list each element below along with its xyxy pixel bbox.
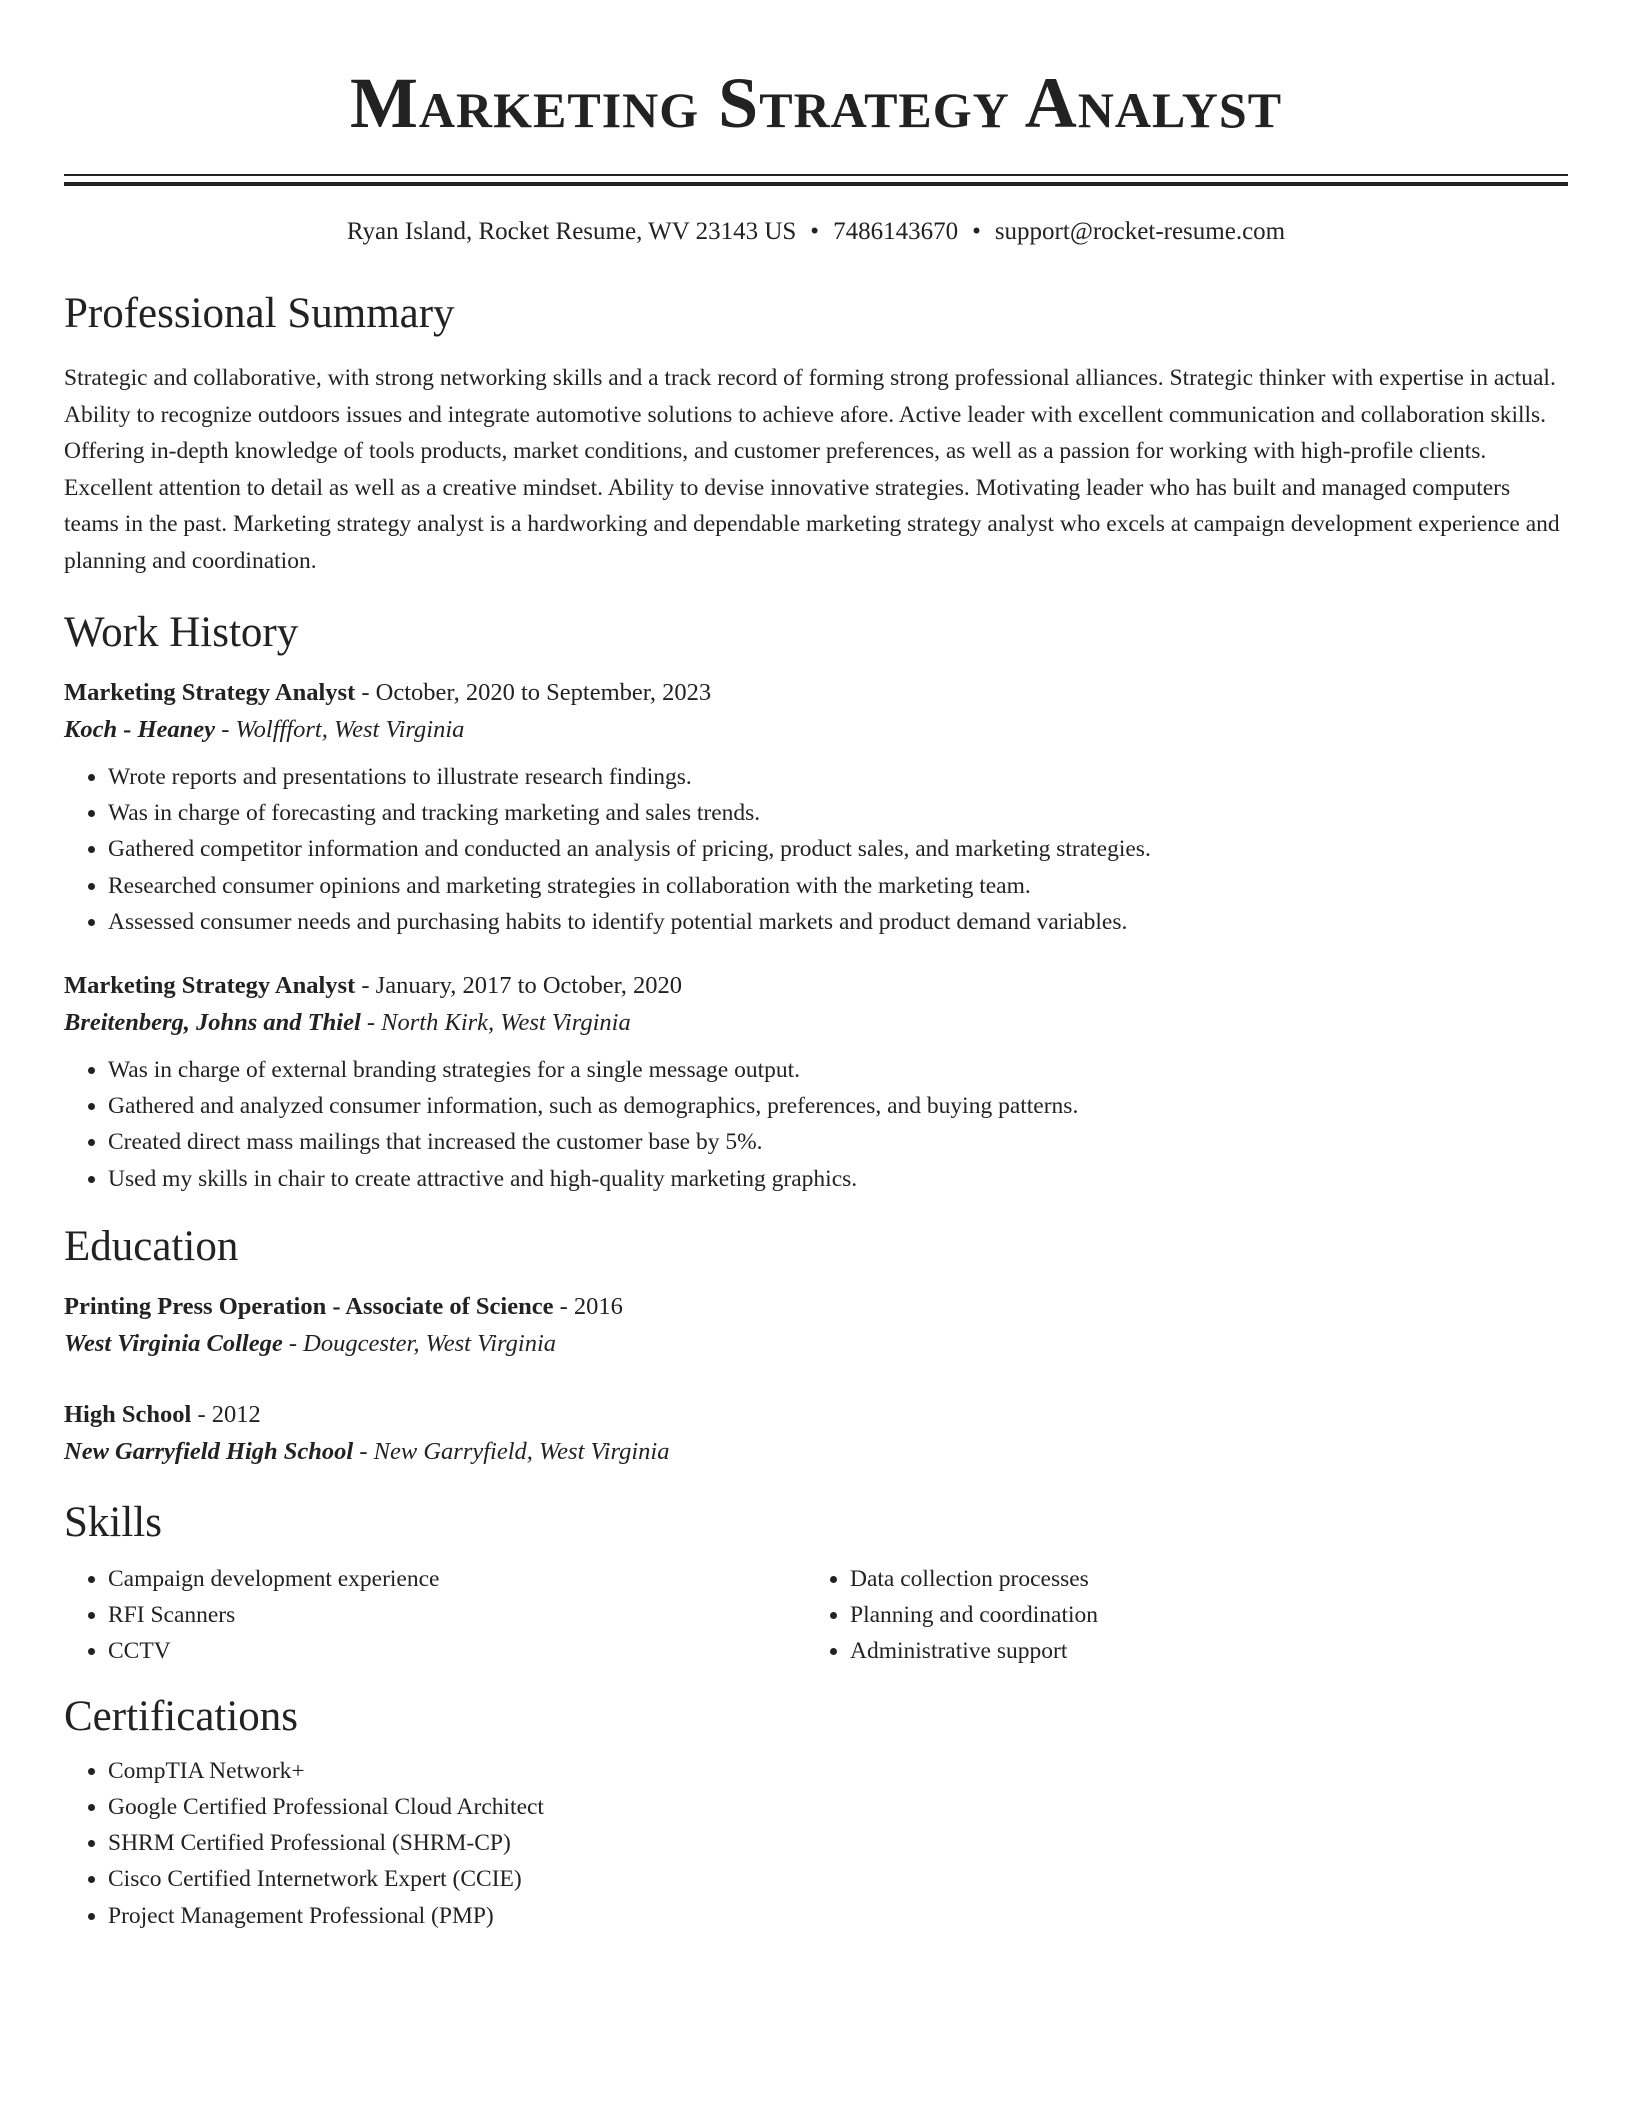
job-location: - Wolfffort, West Virginia	[215, 716, 465, 743]
contact-line	[64, 216, 1568, 248]
education-heading	[64, 1289, 1568, 1325]
list-item: • Was in charge of external branding strategies for a single message output.	[108, 1052, 1568, 1088]
skills-list-right	[806, 1561, 1548, 1669]
job-location: - North Kirk, West Virginia	[360, 1009, 631, 1037]
job-bullets	[64, 1052, 1568, 1197]
education-year: - 2016	[553, 1292, 623, 1320]
resume-title: Marketing Strategy Analyst	[349, 63, 1283, 143]
list-item: • Project Management Professional (PMP)	[108, 1898, 1568, 1934]
list-item: • Administrative support	[850, 1633, 1548, 1669]
section-title-work-history: Work History	[64, 609, 299, 656]
education-school: West Virginia College	[64, 1329, 283, 1357]
section-title-skills: Skills	[64, 1498, 162, 1546]
contact-address: Ryan Island, Rocket Resume, WV 23143 US	[346, 218, 797, 245]
job-entry	[64, 675, 1568, 940]
education-location: - New Garryfield, West Virginia	[353, 1437, 670, 1465]
education-degree: Printing Press Operation - Associate of Science	[64, 1292, 554, 1320]
contact-separator: •	[972, 218, 981, 245]
title-divider	[64, 174, 1568, 186]
education-degree: High School	[64, 1400, 192, 1428]
skills-columns	[64, 1561, 1568, 1669]
education-school-line	[64, 1325, 1568, 1363]
education-entry	[64, 1289, 1568, 1363]
section-title-certifications: Certifications	[64, 1692, 299, 1740]
job-company-line	[64, 711, 1568, 749]
job-dates: - January, 2017 to October, 2020	[355, 972, 682, 1000]
list-item: • Cisco Certified Internetwork Expert (CCIE)	[108, 1861, 1568, 1897]
list-item: • Wrote reports and presentations to illustrate research findings.	[108, 759, 1568, 795]
list-item: • Google Certified Professional Cloud Architect	[108, 1789, 1568, 1825]
list-item: • Data collection processes	[850, 1561, 1548, 1597]
contact-phone: 7486143670	[833, 218, 959, 245]
list-item: • SHRM Certified Professional (SHRM-CP)	[108, 1825, 1568, 1861]
job-dates: - October, 2020 to September, 2023	[355, 679, 712, 706]
summary-text: Strategic and collaborative, with strong networking skills and a track record of forming strong professional alliances. Strategic thinker with expertise in actual. Ability to recognize outdoors issues and integrate automotive solutions to achieve afore. Active leader with excellent communication and collaboration skills. Offering in-depth knowledge of tools products, market conditions, and customer preferences, as well as a passion for working with high-profile clients. Excellent attention to detail as well as a creative mindset. Ability to devise innovative strategies. Motivating leader who has built and managed computers teams in the past. Marketing strategy analyst is a hardworking and dependable marketing strategy analyst who excels at campaign development experience and planning and coordination.	[64, 365, 1560, 574]
job-company-line	[64, 1004, 1568, 1042]
skills-list-left	[64, 1561, 806, 1669]
job-entry	[64, 968, 1568, 1197]
list-item: • Gathered competitor information and conducted an analysis of pricing, product sales, and marketing strategies.	[108, 831, 1568, 867]
list-item: • RFI Scanners	[108, 1597, 806, 1633]
education-heading	[64, 1397, 1568, 1433]
education-entry	[64, 1397, 1568, 1471]
section-title-education: Education	[64, 1222, 239, 1270]
list-item: • Created direct mass mailings that increased the customer base by 5%.	[108, 1124, 1568, 1160]
certifications-list	[64, 1753, 1568, 1934]
education-location: - Dougcester, West Virginia	[282, 1329, 557, 1357]
list-item: • CompTIA Network+	[108, 1753, 1568, 1789]
list-item: • Researched consumer opinions and marketing strategies in collaboration with the marketing team.	[108, 868, 1568, 904]
job-company: Koch - Heaney	[64, 716, 216, 743]
job-role: Marketing Strategy Analyst	[64, 972, 356, 1000]
section-title-summary: Professional Summary	[64, 290, 455, 337]
job-heading	[64, 675, 1568, 711]
list-item: • Planning and coordination	[850, 1597, 1548, 1633]
list-item: • Was in charge of forecasting and tracking marketing and sales trends.	[108, 795, 1568, 831]
contact-email[interactable]: support@rocket-resume.com	[994, 218, 1286, 245]
list-item: • Gathered and analyzed consumer information, such as demographics, preferences, and buying patterns.	[108, 1088, 1568, 1124]
education-school: New Garryfield High School	[64, 1437, 354, 1465]
job-role: Marketing Strategy Analyst	[64, 679, 356, 706]
education-school-line	[64, 1433, 1568, 1471]
list-item: • Assessed consumer needs and purchasing habits to identify potential markets and product demand variables.	[108, 904, 1568, 940]
job-bullets	[64, 759, 1568, 940]
job-heading	[64, 968, 1568, 1004]
list-item: • CCTV	[108, 1633, 806, 1669]
list-item: • Campaign development experience	[108, 1561, 806, 1597]
education-year: - 2012	[191, 1400, 261, 1428]
contact-separator: •	[810, 218, 820, 245]
list-item: • Used my skills in chair to create attractive and high-quality marketing graphics.	[108, 1161, 1568, 1197]
job-company: Breitenberg, Johns and Thiel	[64, 1009, 361, 1037]
